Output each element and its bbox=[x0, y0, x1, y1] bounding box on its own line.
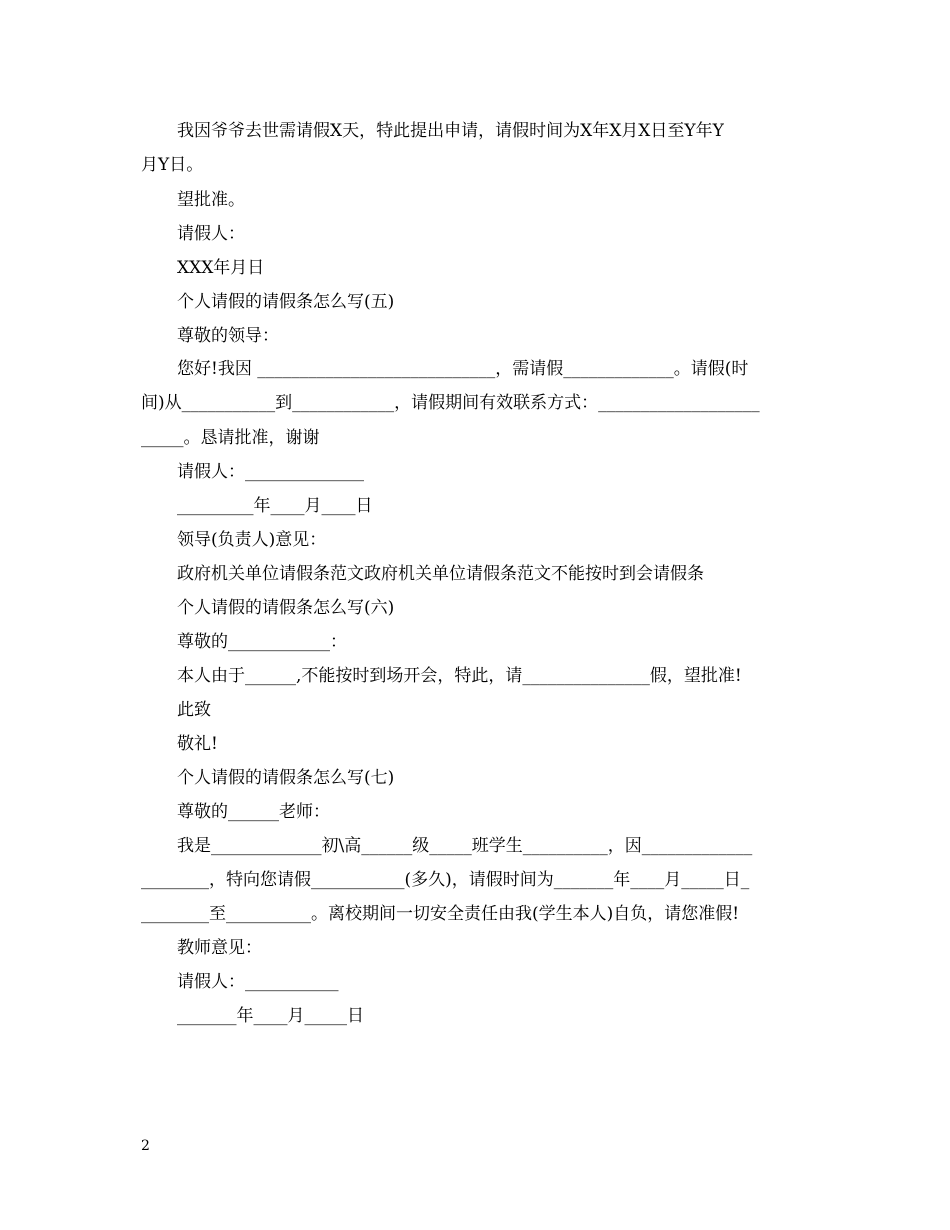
signature-line: 请假人：___________ bbox=[177, 972, 339, 992]
page-number: 2 bbox=[141, 1138, 150, 1154]
body-line: 您好!我因 ____________________________，需请假_____________。请假(时 bbox=[177, 359, 749, 379]
body-line: XXX年月日 bbox=[177, 258, 265, 278]
closing-line: 此致 bbox=[177, 700, 211, 720]
body-line: 我因爷爷去世需请假X天，特此提出申请，请假时间为X年X月X日至Y年Y bbox=[177, 121, 724, 141]
section-heading: 个人请假的请假条怎么写(六) bbox=[177, 598, 395, 618]
body-line: _____。恳请批准，谢谢 bbox=[141, 428, 320, 448]
body-line: 间)从___________到____________，请假期间有效联系方式：___________________ bbox=[141, 393, 760, 413]
section-heading: 个人请假的请假条怎么写(五) bbox=[177, 292, 395, 312]
body-line: 政府机关单位请假条范文政府机关单位请假条范文不能按时到会请假条 bbox=[177, 564, 704, 584]
body-line: 望批准。 bbox=[177, 190, 245, 210]
body-line: 领导(负责人)意见： bbox=[177, 530, 327, 550]
signature-line: 请假人：______________ bbox=[177, 462, 364, 482]
body-line: 请假人： bbox=[177, 224, 245, 244]
date-line: _______年____月_____日 bbox=[177, 1006, 364, 1026]
salutation: 尊敬的____________： bbox=[177, 632, 347, 652]
closing-line: 敬礼! bbox=[177, 734, 218, 754]
body-line: 我是_____________初\高______级_____班学生__________，因_____________ bbox=[177, 836, 753, 856]
section-heading: 个人请假的请假条怎么写(七) bbox=[177, 768, 395, 788]
body-line: 月Y日。 bbox=[141, 155, 204, 175]
body-line: 教师意见： bbox=[177, 938, 262, 958]
body-line: ________，特向您请假___________(多久)，请假时间为_______年____月_____日_ bbox=[141, 870, 750, 890]
salutation: 尊敬的领导： bbox=[177, 326, 279, 346]
body-line: 本人由于______,不能按时到场开会，特此，请_______________假，望批准! bbox=[177, 666, 742, 686]
date-line: _________年____月____日 bbox=[177, 496, 373, 516]
body-line: ________至__________。离校期间一切安全责任由我(学生本人)自负，请您准假! bbox=[141, 904, 740, 924]
salutation: 尊敬的______老师： bbox=[177, 802, 330, 822]
